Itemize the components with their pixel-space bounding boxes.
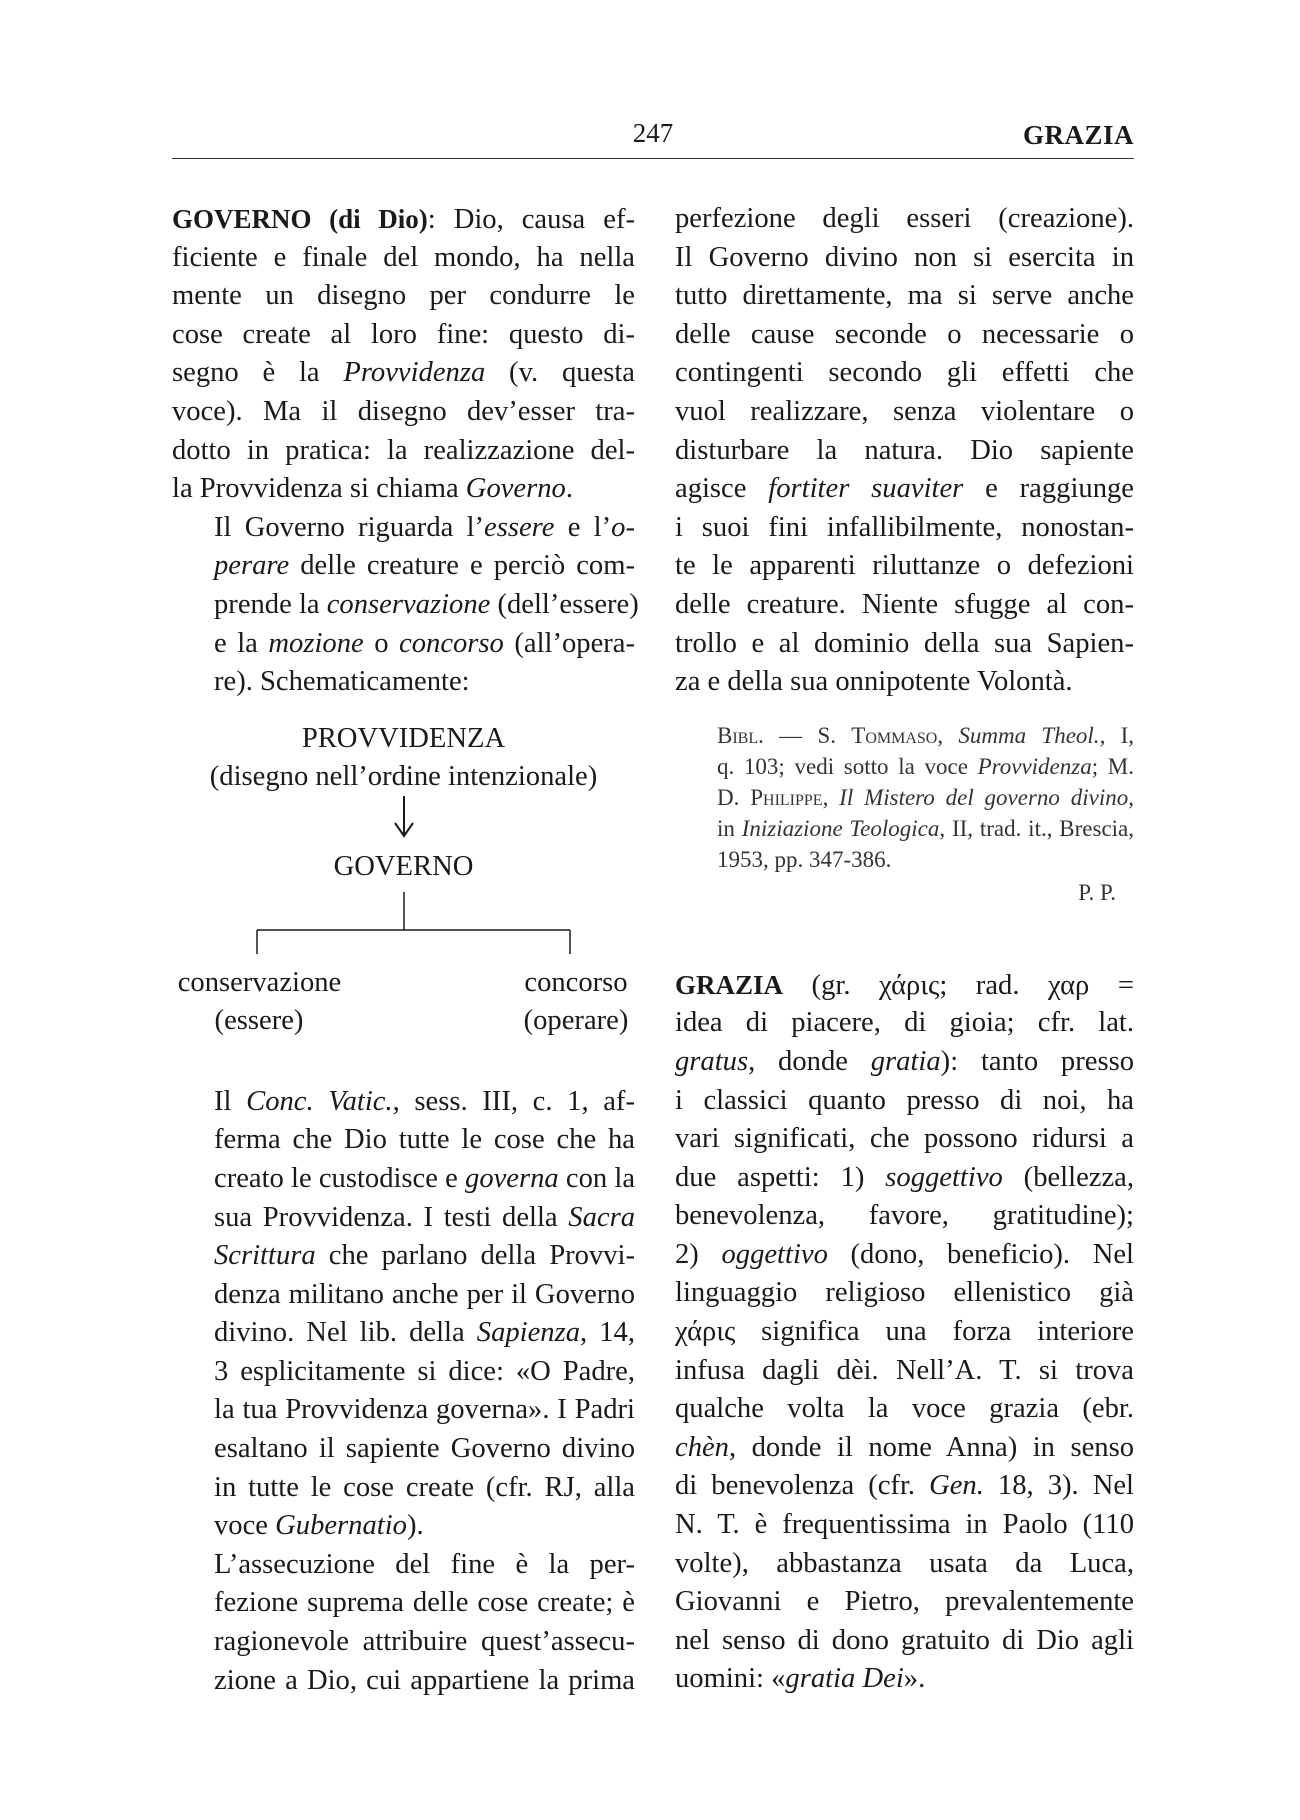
text-line: di benevolenza (cfr. Gen. 18, 3). Nel	[675, 1470, 1134, 1502]
italic-text: gratus	[675, 1045, 749, 1077]
text-line: qualche volta la voce grazia (ebr.	[675, 1393, 1134, 1425]
text-line: due aspetti: 1) soggettivo (bellezza,	[675, 1161, 1134, 1193]
text-line: trollo e al dominio della sua Sapien-	[675, 627, 1134, 659]
text-line: volte), abbastanza usata da Luca,	[675, 1547, 1134, 1579]
text-line: ficiente e finale del mondo, ha nella	[172, 241, 635, 273]
italic-text: governa	[465, 1162, 559, 1194]
text-line: fezione suprema delle cose create; è	[214, 1587, 635, 1619]
italic-text: o-	[611, 511, 635, 543]
page-header	[172, 112, 1134, 159]
text-line: 1953, pp. 347-386.	[717, 846, 892, 872]
text-line: Giovanni e Pietro, prevalentemente	[675, 1586, 1134, 1618]
text-line: Scrittura che parlano della Provvi-	[214, 1240, 635, 1272]
text-line: uomini: «gratia Dei».	[675, 1663, 926, 1695]
text-line: chèn, donde il nome Anna) in senso	[675, 1431, 1134, 1463]
text-line: Bibl. — S. Tommaso, Summa Theol., I,	[717, 722, 1135, 748]
text-line: dotto in pratica: la realizzazione del-	[172, 434, 635, 466]
diagram-node-concorso: concorso	[524, 966, 628, 998]
text-line: perare delle creature e perciò com-	[214, 550, 635, 582]
italic-text: fortiter suaviter	[768, 473, 964, 505]
italic-text: Gen.	[929, 1470, 984, 1502]
entry-governo-para-3	[172, 1083, 635, 1546]
italic-text: Governo	[465, 473, 566, 505]
text-line: gratus, donde gratia): tanto presso	[675, 1045, 1134, 1077]
italic-text: Il Mistero del governo divino	[839, 784, 1129, 810]
text-line: cose create al loro fine: questo di-	[172, 318, 635, 350]
entry-governo-para-5	[675, 200, 1134, 702]
text-line: tutto direttamente, ma si serve anche	[675, 280, 1134, 312]
text-line: N. T. è frequentissima in Paolo (110	[675, 1509, 1134, 1541]
text-line: q. 103; vedi sotto la voce Provvidenza; M.	[717, 753, 1134, 779]
text-line: perfezione degli esseri (creazione).	[675, 203, 1134, 234]
text-line: mente un disegno per condurre le	[172, 280, 635, 312]
left-column	[172, 200, 639, 1700]
italic-text: Summa Theol.	[958, 722, 1100, 748]
italic-text: gratia	[870, 1045, 941, 1077]
entry-governo-para-2	[172, 509, 639, 702]
text-line: agisce fortiter suaviter e raggiunge	[675, 473, 1134, 505]
text-line: ferma che Dio tutte le cose che ha	[214, 1124, 635, 1156]
headword: GOVERNO (di Dio)	[172, 204, 428, 234]
text-line: voce). Ma il disegno dev’esser tra-	[172, 395, 635, 427]
text-line: GOVERNO (di Dio): Dio, causa ef-	[172, 204, 635, 235]
text-line: χάρις significa una forza interiore	[675, 1316, 1134, 1348]
text-line: creato le custodisce e governa con la	[214, 1162, 636, 1194]
italic-text: Conc. Vatic.	[246, 1085, 393, 1117]
text-line: vuol realizzare, senza violentare o	[675, 395, 1134, 427]
text-line: vari significati, che possono ridursi a	[675, 1123, 1134, 1155]
text-line: delle cause seconde o necessarie o	[675, 318, 1134, 350]
running-head: GRAZIA	[1022, 120, 1134, 150]
italic-text: Gubernatio	[275, 1510, 407, 1542]
entry-governo-para-4	[172, 1546, 635, 1700]
diagram-node-conservazione-sub: (essere)	[214, 1004, 304, 1036]
italic-text: Provvidenza	[343, 357, 486, 389]
diagram-node-provvidenza-sub: (disegno nell’ordine intenzionale)	[209, 760, 598, 792]
italic-text: concorso	[399, 627, 504, 659]
italic-text: Sapienza	[476, 1317, 581, 1349]
text-line: Il Conc. Vatic., sess. III, c. 1, af-	[214, 1085, 635, 1117]
italic-text: Iniziazione Teologica	[741, 815, 940, 841]
text-line: Il Governo divino non si esercita in	[675, 241, 1134, 273]
diagram-node-concorso-sub: (operare)	[523, 1004, 629, 1036]
italic-text: Sacra	[568, 1201, 635, 1233]
italic-text: soggettivo	[885, 1161, 1003, 1193]
text-line: te le apparenti riluttanze o defezioni	[675, 550, 1134, 582]
italic-text: Scrittura	[214, 1240, 316, 1272]
text-line: la Provvidenza si chiama Governo.	[172, 473, 574, 505]
page-number: 247	[632, 118, 674, 148]
diagram-node-governo: GOVERNO	[333, 850, 474, 882]
text-line: i suoi fini infallibilmente, nonostan-	[675, 511, 1134, 543]
text-line: D. Philippe, Il Mistero del governo divino,	[717, 784, 1134, 810]
author-signature: P. P.	[1078, 879, 1116, 905]
text-line: voce Gubernatio).	[214, 1510, 424, 1542]
text-line: ragionevole attribuire quest’assecu-	[214, 1626, 635, 1658]
schema-diagram	[172, 716, 635, 1083]
headword: GRAZIA	[675, 969, 784, 1000]
entry-grazia-para-1	[675, 966, 1134, 1699]
text-line: segno è la Provvidenza (v. questa	[172, 357, 635, 389]
text-line: zione a Dio, cui appartiene la prima	[214, 1664, 635, 1696]
bibliography	[675, 720, 1134, 875]
text-line: e la mozione o concorso (all’opera-	[214, 627, 636, 659]
text-line: GRAZIA (gr. χάρις; rad. χαρ =	[675, 969, 1134, 1001]
text-line: in Iniziazione Teologica, II, trad. it., Brescia,	[717, 815, 1134, 841]
text-line: prende la conservazione (dell’essere)	[214, 588, 639, 620]
text-line: sua Provvidenza. I testi della Sacra	[214, 1201, 635, 1233]
text-line: za e della sua onnipotente Volontà.	[675, 666, 1073, 698]
text-line: nel senso di dono gratuito di Dio agli	[675, 1624, 1134, 1656]
text-line: benevolenza, favore, gratitudine);	[675, 1200, 1134, 1232]
italic-text: gratia Dei	[785, 1663, 904, 1695]
text-line: re). Schematicamente:	[214, 666, 470, 698]
italic-text: Provvidenza	[977, 753, 1092, 779]
small-caps-text: Tommaso	[851, 722, 938, 748]
italic-text: oggettivo	[721, 1238, 828, 1270]
entry-separator	[675, 908, 1134, 966]
text-line: L’assecuzione del fine è la per-	[214, 1548, 635, 1580]
text-line: Il Governo riguarda l’essere e l’o-	[214, 511, 635, 543]
text-line: esaltano il sapiente Governo divino	[214, 1433, 635, 1465]
italic-text: perare	[214, 550, 290, 582]
text-line: idea di piacere, di gioia; cfr. lat.	[675, 1007, 1134, 1039]
italic-text: essere	[484, 511, 555, 543]
text-line: contingenti secondo gli effetti che	[675, 357, 1134, 389]
text-line: infusa dagli dèi. Nell’A. T. si trova	[675, 1354, 1134, 1386]
small-caps-text: Bibl.	[717, 722, 764, 748]
text-line: i classici quanto presso di noi, ha	[675, 1084, 1134, 1116]
text-line: delle creature. Niente sfugge al con-	[675, 588, 1134, 620]
entry-governo-para-1	[172, 200, 635, 509]
diagram-node-conservazione: conservazione	[177, 966, 342, 998]
right-column	[675, 200, 1134, 1699]
text-line: 3 esplicitamente si dice: «O Padre,	[214, 1355, 635, 1387]
text-line: denza militano anche per il Governo	[214, 1278, 635, 1310]
italic-text: mozione	[268, 627, 364, 659]
text-line: divino. Nel lib. della Sapienza, 14,	[214, 1317, 635, 1349]
text-line: linguaggio religioso ellenistico già	[675, 1277, 1134, 1309]
text-line: la tua Provvidenza governa». I Padri	[214, 1394, 635, 1426]
small-caps-text: Philippe	[750, 784, 823, 810]
italic-text: chèn	[675, 1431, 729, 1463]
diagram-node-provvidenza: PROVVIDENZA	[301, 722, 506, 754]
italic-text: conservazione	[326, 588, 491, 620]
text-line: 2) oggettivo (dono, beneficio). Nel	[675, 1238, 1134, 1270]
text-line: in tutte le cose create (cfr. RJ, alla	[214, 1471, 635, 1503]
text-line: disturbare la natura. Dio sapiente	[675, 434, 1134, 466]
